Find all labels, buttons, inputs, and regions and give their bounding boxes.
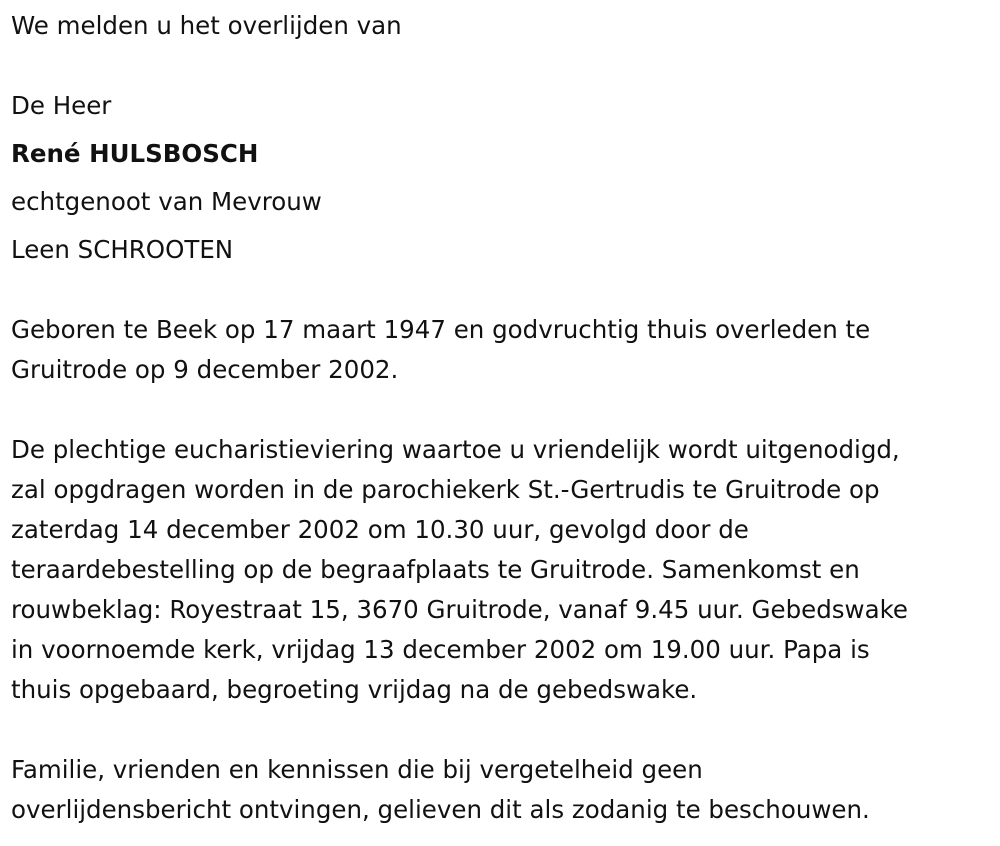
- paragraph-line: teraardebestelling op de begraafplaats te Gruitrode. Samenkomst en: [11, 555, 860, 584]
- honorific-title: De Heer: [11, 91, 112, 120]
- paragraph-line: Geboren te Beek op 17 maart 1947 en godvruchtig thuis overleden te: [11, 315, 871, 344]
- paragraph-line: Familie, vrienden en kennissen die bij vergetelheid geen: [11, 755, 703, 784]
- spouse-label: echtgenoot van Mevrouw: [11, 187, 322, 216]
- birth-death-paragraph: [11, 310, 986, 390]
- deceased-name: René HULSBOSCH: [11, 139, 259, 168]
- paragraph-line: zal opgdragen worden in de parochiekerk St.-Gertrudis te Gruitrode op: [11, 475, 880, 504]
- paragraph-line: in voornoemde kerk, vrijdag 13 december 2002 om 19.00 uur. Papa is: [11, 635, 870, 664]
- paragraph-line: rouwbeklag: Royestraat 15, 3670 Gruitrode, vanaf 9.45 uur. Gebedswake: [11, 595, 908, 624]
- funeral-service-paragraph: [11, 430, 986, 710]
- paragraph-line: Gruitrode op 9 december 2002.: [11, 355, 399, 384]
- family-paragraph: [11, 750, 986, 830]
- intro-text: We melden u het overlijden van: [11, 11, 402, 40]
- paragraph-line: zaterdag 14 december 2002 om 10.30 uur, gevolgd door de: [11, 515, 749, 544]
- spouse-name: Leen SCHROOTEN: [11, 235, 234, 264]
- paragraph-line: thuis opgebaard, begroeting vrijdag na de gebedswake.: [11, 675, 698, 704]
- paragraph-line: overlijdensbericht ontvingen, gelieven dit als zodanig te beschouwen.: [11, 795, 870, 824]
- paragraph-line: De plechtige eucharistieviering waartoe u vriendelijk wordt uitgenodigd,: [11, 435, 900, 464]
